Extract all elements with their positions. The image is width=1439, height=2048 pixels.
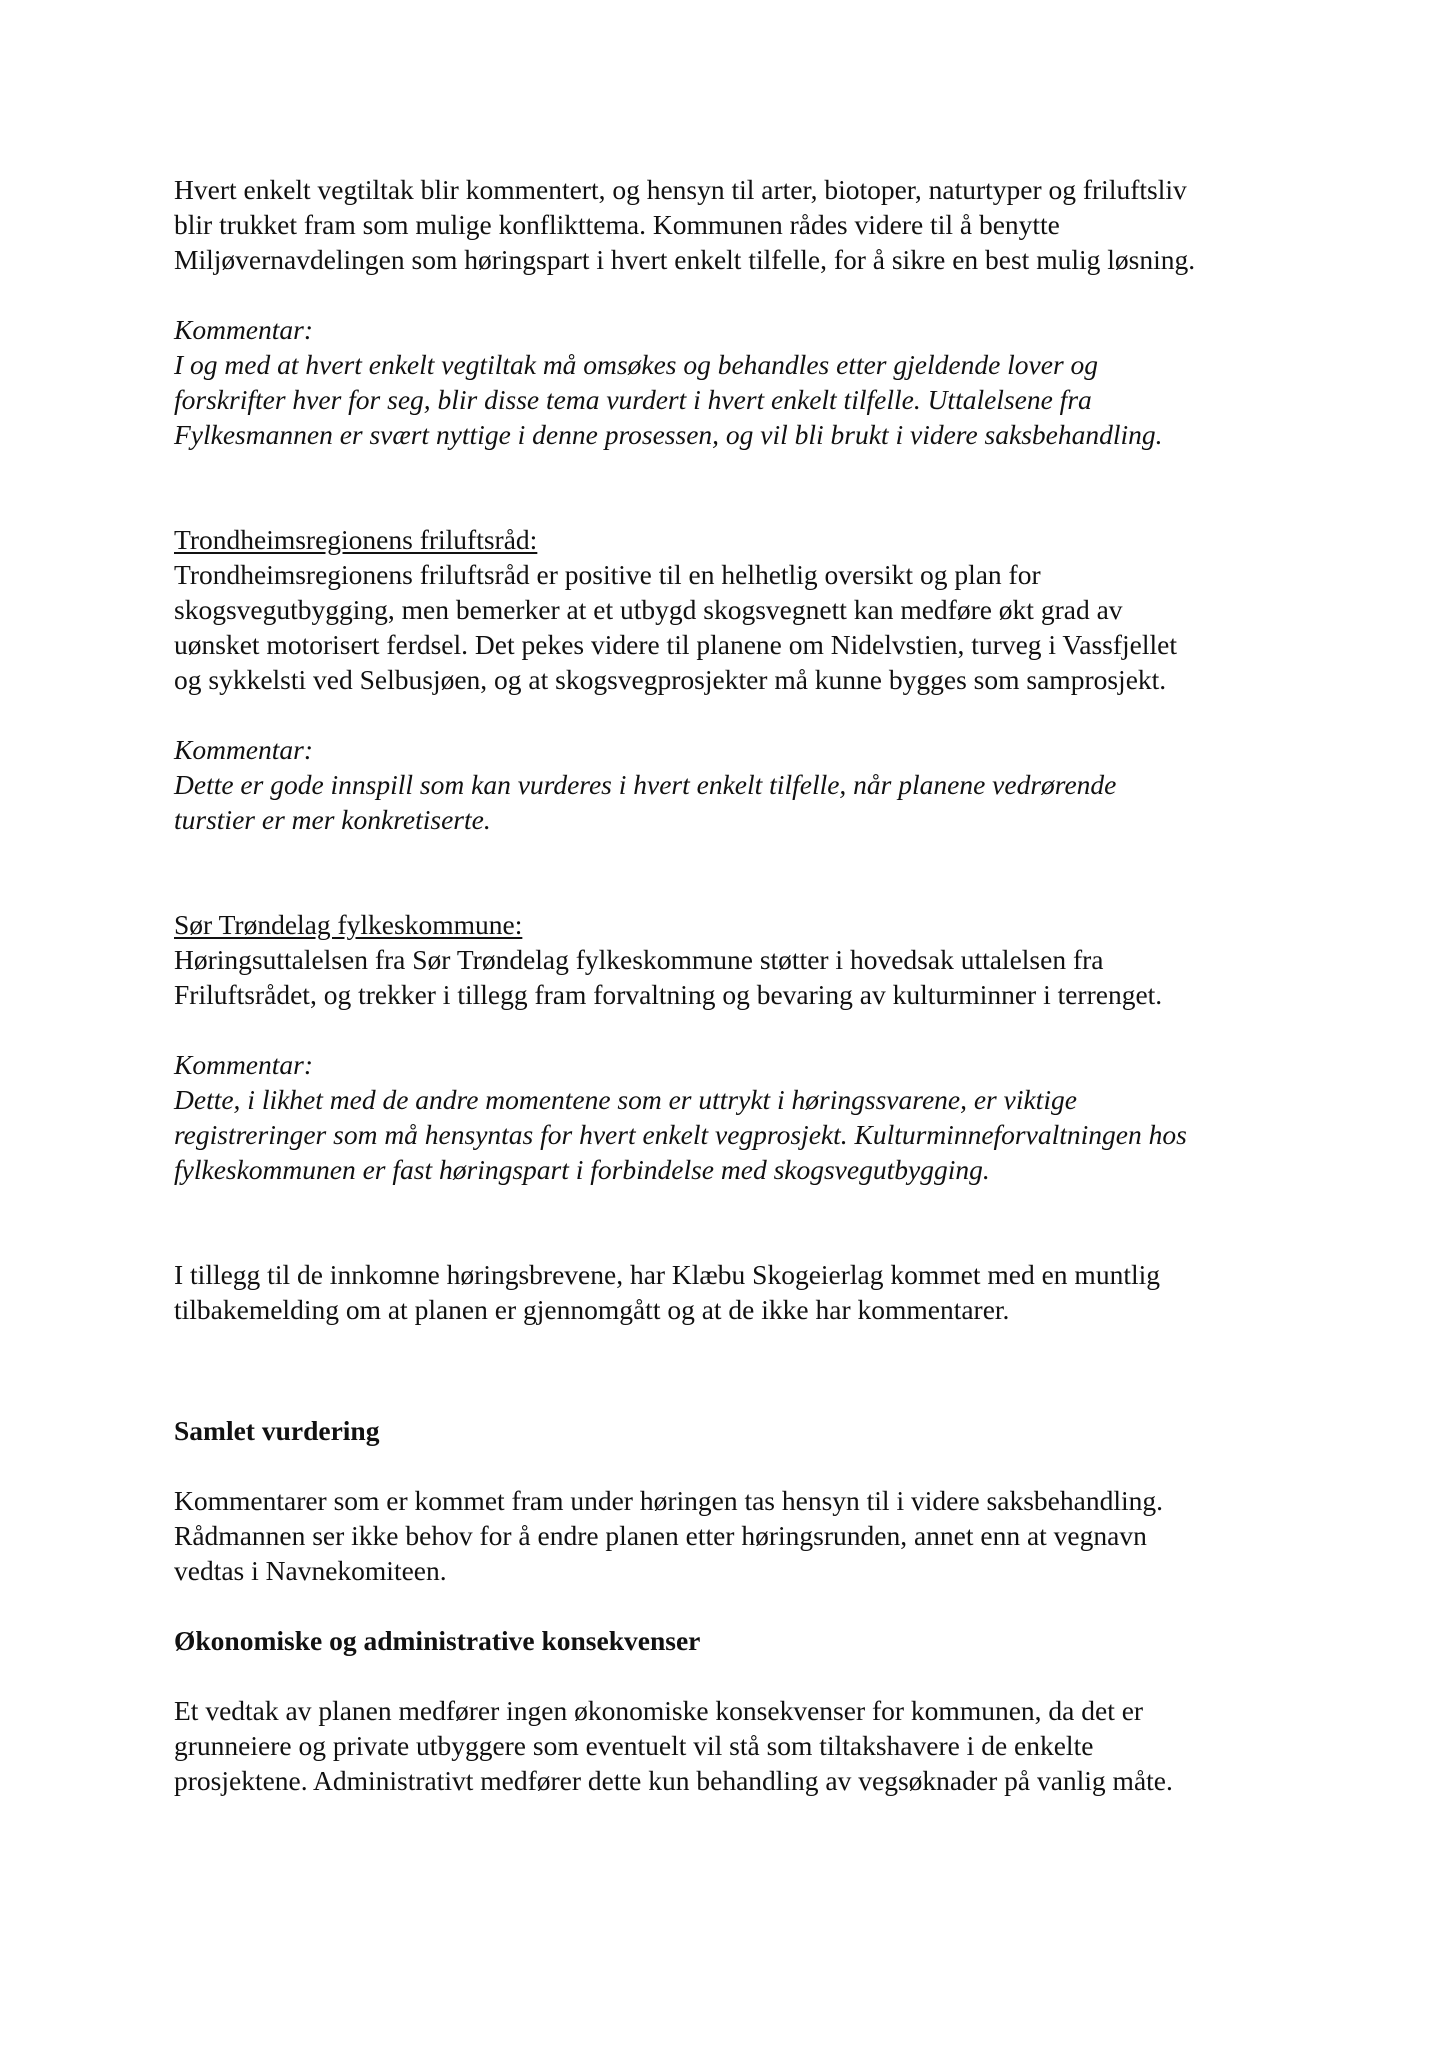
- comment-label: Kommentar:: [174, 314, 314, 345]
- section-text-fylkeskommune: Høringsuttalelsen fra Sør Trøndelag fylkeskommune støtter i hovedsak uttalelsen fra Friluftsrådet, og trekker i tillegg fram forvaltning og bevaring av kulturminner i terrenget.: [174, 944, 1163, 1010]
- comment-label: Kommentar:: [174, 734, 314, 765]
- comment-label: Kommentar:: [174, 1049, 314, 1080]
- spacer: [174, 1187, 1284, 1257]
- spacer: [174, 697, 1284, 732]
- spacer: [174, 837, 1284, 907]
- spacer: [174, 1448, 1284, 1483]
- spacer: [174, 1588, 1284, 1623]
- spacer: [174, 1658, 1284, 1693]
- intro-paragraph: Hvert enkelt vegtiltak blir kommentert, og hensyn til arter, biotoper, naturtyper og friluftsliv blir trukket fram som mulige konflikttema. Kommunen rådes videre til å benytte Miljøvernavdelingen som høringspart i hvert enkelt tilfelle, for å sikre en best mulig løsning.: [174, 174, 1196, 275]
- comment-text: Dette, i likhet med de andre momentene som er uttrykt i høringssvarene, er viktige registreringer som må hensyntas for hvert enkelt vegprosjekt. Kulturminneforvaltningen hos fylkeskommunen er fast høringspart i forbindelse med skogsvegutbygging.: [174, 1084, 1187, 1185]
- samlet-paragraph: Kommentarer som er kommet fram under høringen tas hensyn til i videre saksbehandling. Rådmannen ser ikke behov for å endre planen etter høringsrunden, annet enn at vegnavn vedtas i Navnekomiteen.: [174, 1485, 1163, 1586]
- section-heading-fylkeskommune: Sør Trøndelag fylkeskommune:: [174, 909, 523, 940]
- spacer: [174, 277, 1284, 312]
- heading-okonomiske-konsekvenser: Økonomiske og administrative konsekvenser: [174, 1625, 701, 1656]
- section-text-friluftsrad: Trondheimsregionens friluftsråd er positive til en helhetlig oversikt og plan for skogsvegutbygging, men bemerker at et utbygd skogsvegnett kan medføre økt grad av uønsket motorisert ferdsel. Det pekes videre til planene om Nidelvstien, turveg i Vassfjellet og sykkelsti ved Selbusjøen, og at skogsvegprosjekter må kunne bygges som samprosjekt.: [174, 559, 1177, 695]
- okonomi-paragraph: Et vedtak av planen medfører ingen økonomiske konsekvenser for kommunen, da det er grunneiere og private utbyggere som eventuelt vil stå som tiltakshavere i de enkelte prosjektene. Administrativt medfører dette kun behandling av vegsøknader på vanlig måte.: [174, 1695, 1173, 1796]
- heading-samlet-vurdering: Samlet vurdering: [174, 1415, 380, 1446]
- document-page: [174, 172, 1284, 1798]
- spacer: [174, 1012, 1284, 1047]
- spacer: [174, 1327, 1284, 1413]
- tillegg-paragraph: I tillegg til de innkomne høringsbrevene, har Klæbu Skogeierlag kommet med en muntlig tilbakemelding om at planen er gjennomgått og at de ikke har kommentarer.: [174, 1259, 1160, 1325]
- comment-text: I og med at hvert enkelt vegtiltak må omsøkes og behandles etter gjeldende lover og forskrifter hver for seg, blir disse tema vurdert i hvert enkelt tilfelle. Uttalelsene fra Fylkesmannen er svært nyttige i denne prosessen, og vil bli brukt i videre saksbehandling.: [174, 349, 1163, 450]
- section-heading-friluftsrad: Trondheimsregionens friluftsråd:: [174, 524, 538, 555]
- comment-text: Dette er gode innspill som kan vurderes i hvert enkelt tilfelle, når planene vedrørende turstier er mer konkretiserte.: [174, 769, 1117, 835]
- spacer: [174, 452, 1284, 522]
